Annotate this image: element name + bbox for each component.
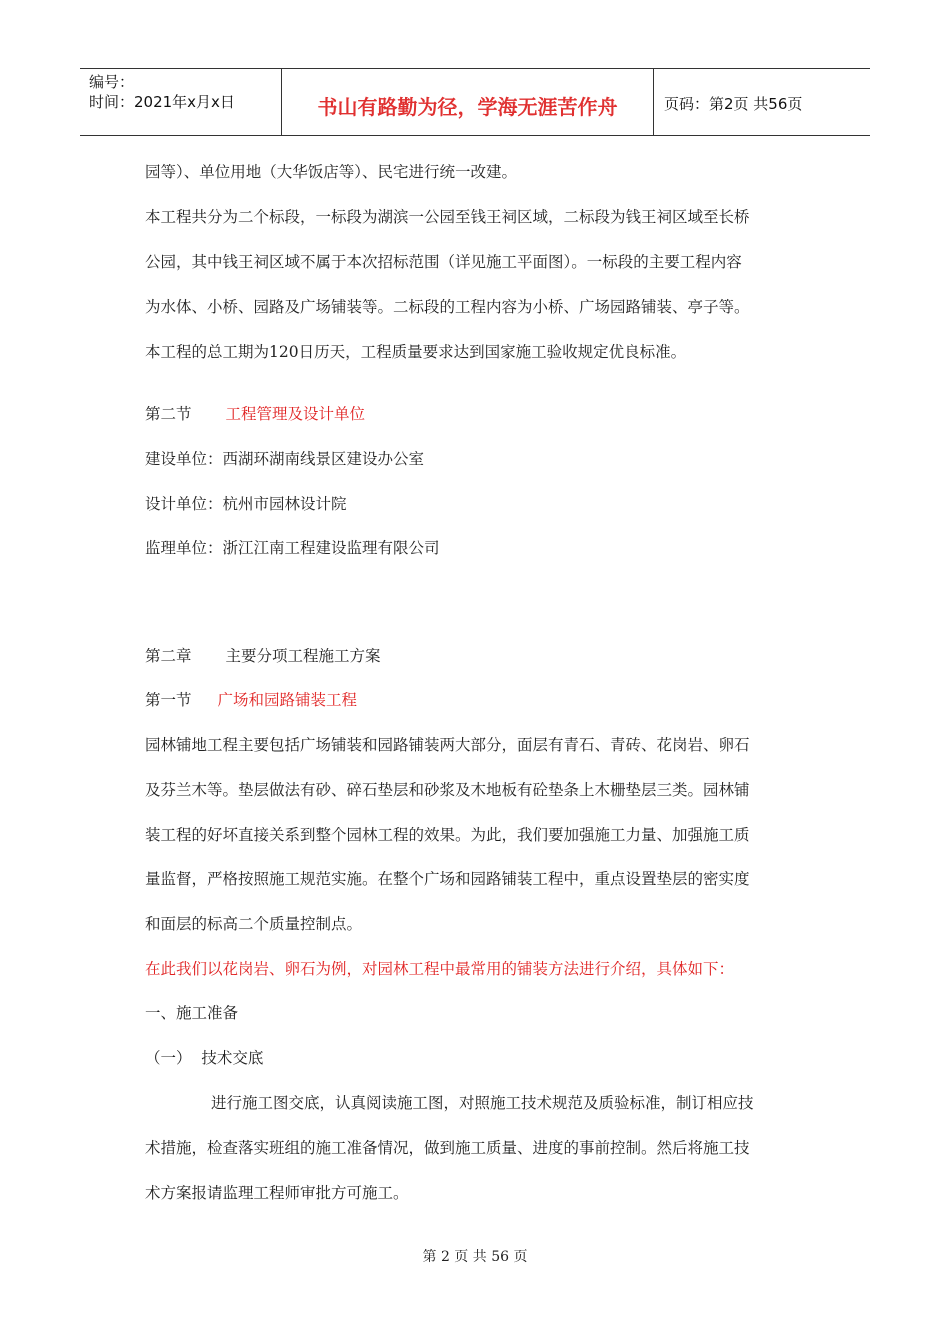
section-title: 广场和园路铺装工程 <box>217 691 358 709</box>
unit-line: 建设单位：西湖环湖南线景区建设办公室 <box>145 450 425 468</box>
body-line: 园等）、单位用地（大华饭店等）、民宅进行统一改建。 <box>145 163 518 181</box>
page-footer: 第 2 页 共 56 页 <box>422 1249 528 1265</box>
header-meta-cell <box>80 69 282 135</box>
unit-line: 监理单位：浙江江南工程建设监理有限公司 <box>145 539 440 557</box>
section-number: 第二节 <box>145 405 192 423</box>
section-number: 第一节 <box>145 691 192 709</box>
tech-line: 术措施，检查落实班组的施工准备情况，做到施工质量、进度的事前控制。然后将施工技 <box>145 1139 750 1157</box>
section-heading <box>145 404 365 424</box>
body-line: 为水体、小桥、园路及广场铺装等。二标段的工程内容为小桥、广场园路铺装、亭子等。 <box>145 298 750 316</box>
highlight-line: 在此我们以花岗岩、卵石为例，对园林工程中最常用的铺装方法进行介绍，具体如下： <box>145 960 735 978</box>
unit-line: 设计单位：杭州市园林设计院 <box>145 495 347 513</box>
item-heading: 一、施工准备 <box>145 1004 239 1022</box>
tech-line: 术方案报请监理工程师审批方可施工。 <box>145 1184 409 1202</box>
page-header <box>80 68 870 136</box>
header-motto: 书山有路勤为径，学海无涯苦作舟 <box>317 95 618 119</box>
body-line: 公园，其中钱王祠区域不属于本次招标范围（详见施工平面图）。一标段的主要工程内容 <box>145 253 742 271</box>
subsection-heading <box>145 1048 263 1068</box>
section-heading <box>145 690 357 710</box>
doc-number-label: 编号： <box>89 73 135 91</box>
section-title: 工程管理及设计单位 <box>225 405 366 423</box>
paragraph-line: 和面层的标高二个质量控制点。 <box>145 915 363 933</box>
doc-time-label: 时间：2021年x月x日 <box>89 93 235 111</box>
header-page-label: 页码：第2页 共56页 <box>664 95 803 113</box>
tech-line: 进行施工图交底，认真阅读施工图，对照施工技术规范及质验标准，制订相应技 <box>211 1094 754 1112</box>
chapter-number: 第二章 <box>145 647 192 665</box>
chapter-title: 主要分项工程施工方案 <box>225 647 381 665</box>
header-motto-cell <box>282 69 654 135</box>
paragraph-line: 装工程的好坏直接关系到整个园林工程的效果。为此，我们要加强施工力量、加强施工质 <box>145 826 750 844</box>
body-line: 本工程共分为二个标段，一标段为湖滨一公园至钱王祠区域，二标段为钱王祠区域至长桥 <box>145 208 750 226</box>
body-line: 本工程的总工期为120日历天，工程质量要求达到国家施工验收规定优良标准。 <box>145 343 687 361</box>
header-page-cell <box>654 69 870 135</box>
paragraph-line: 及芬兰木等。垫层做法有砂、碎石垫层和砂浆及木地板有砼垫条上木栅垫层三类。园林铺 <box>145 781 750 799</box>
paragraph-line: 量监督，严格按照施工规范实施。在整个广场和园路铺装工程中，重点设置垫层的密实度 <box>145 870 750 888</box>
subsection-title: 技术交底 <box>201 1049 264 1067</box>
paragraph-line: 园林铺地工程主要包括广场铺装和园路铺装两大部分，面层有青石、青砖、花岗岩、卵石 <box>145 736 750 754</box>
chapter-heading <box>145 646 381 666</box>
subsection-number: （一） <box>145 1049 192 1067</box>
